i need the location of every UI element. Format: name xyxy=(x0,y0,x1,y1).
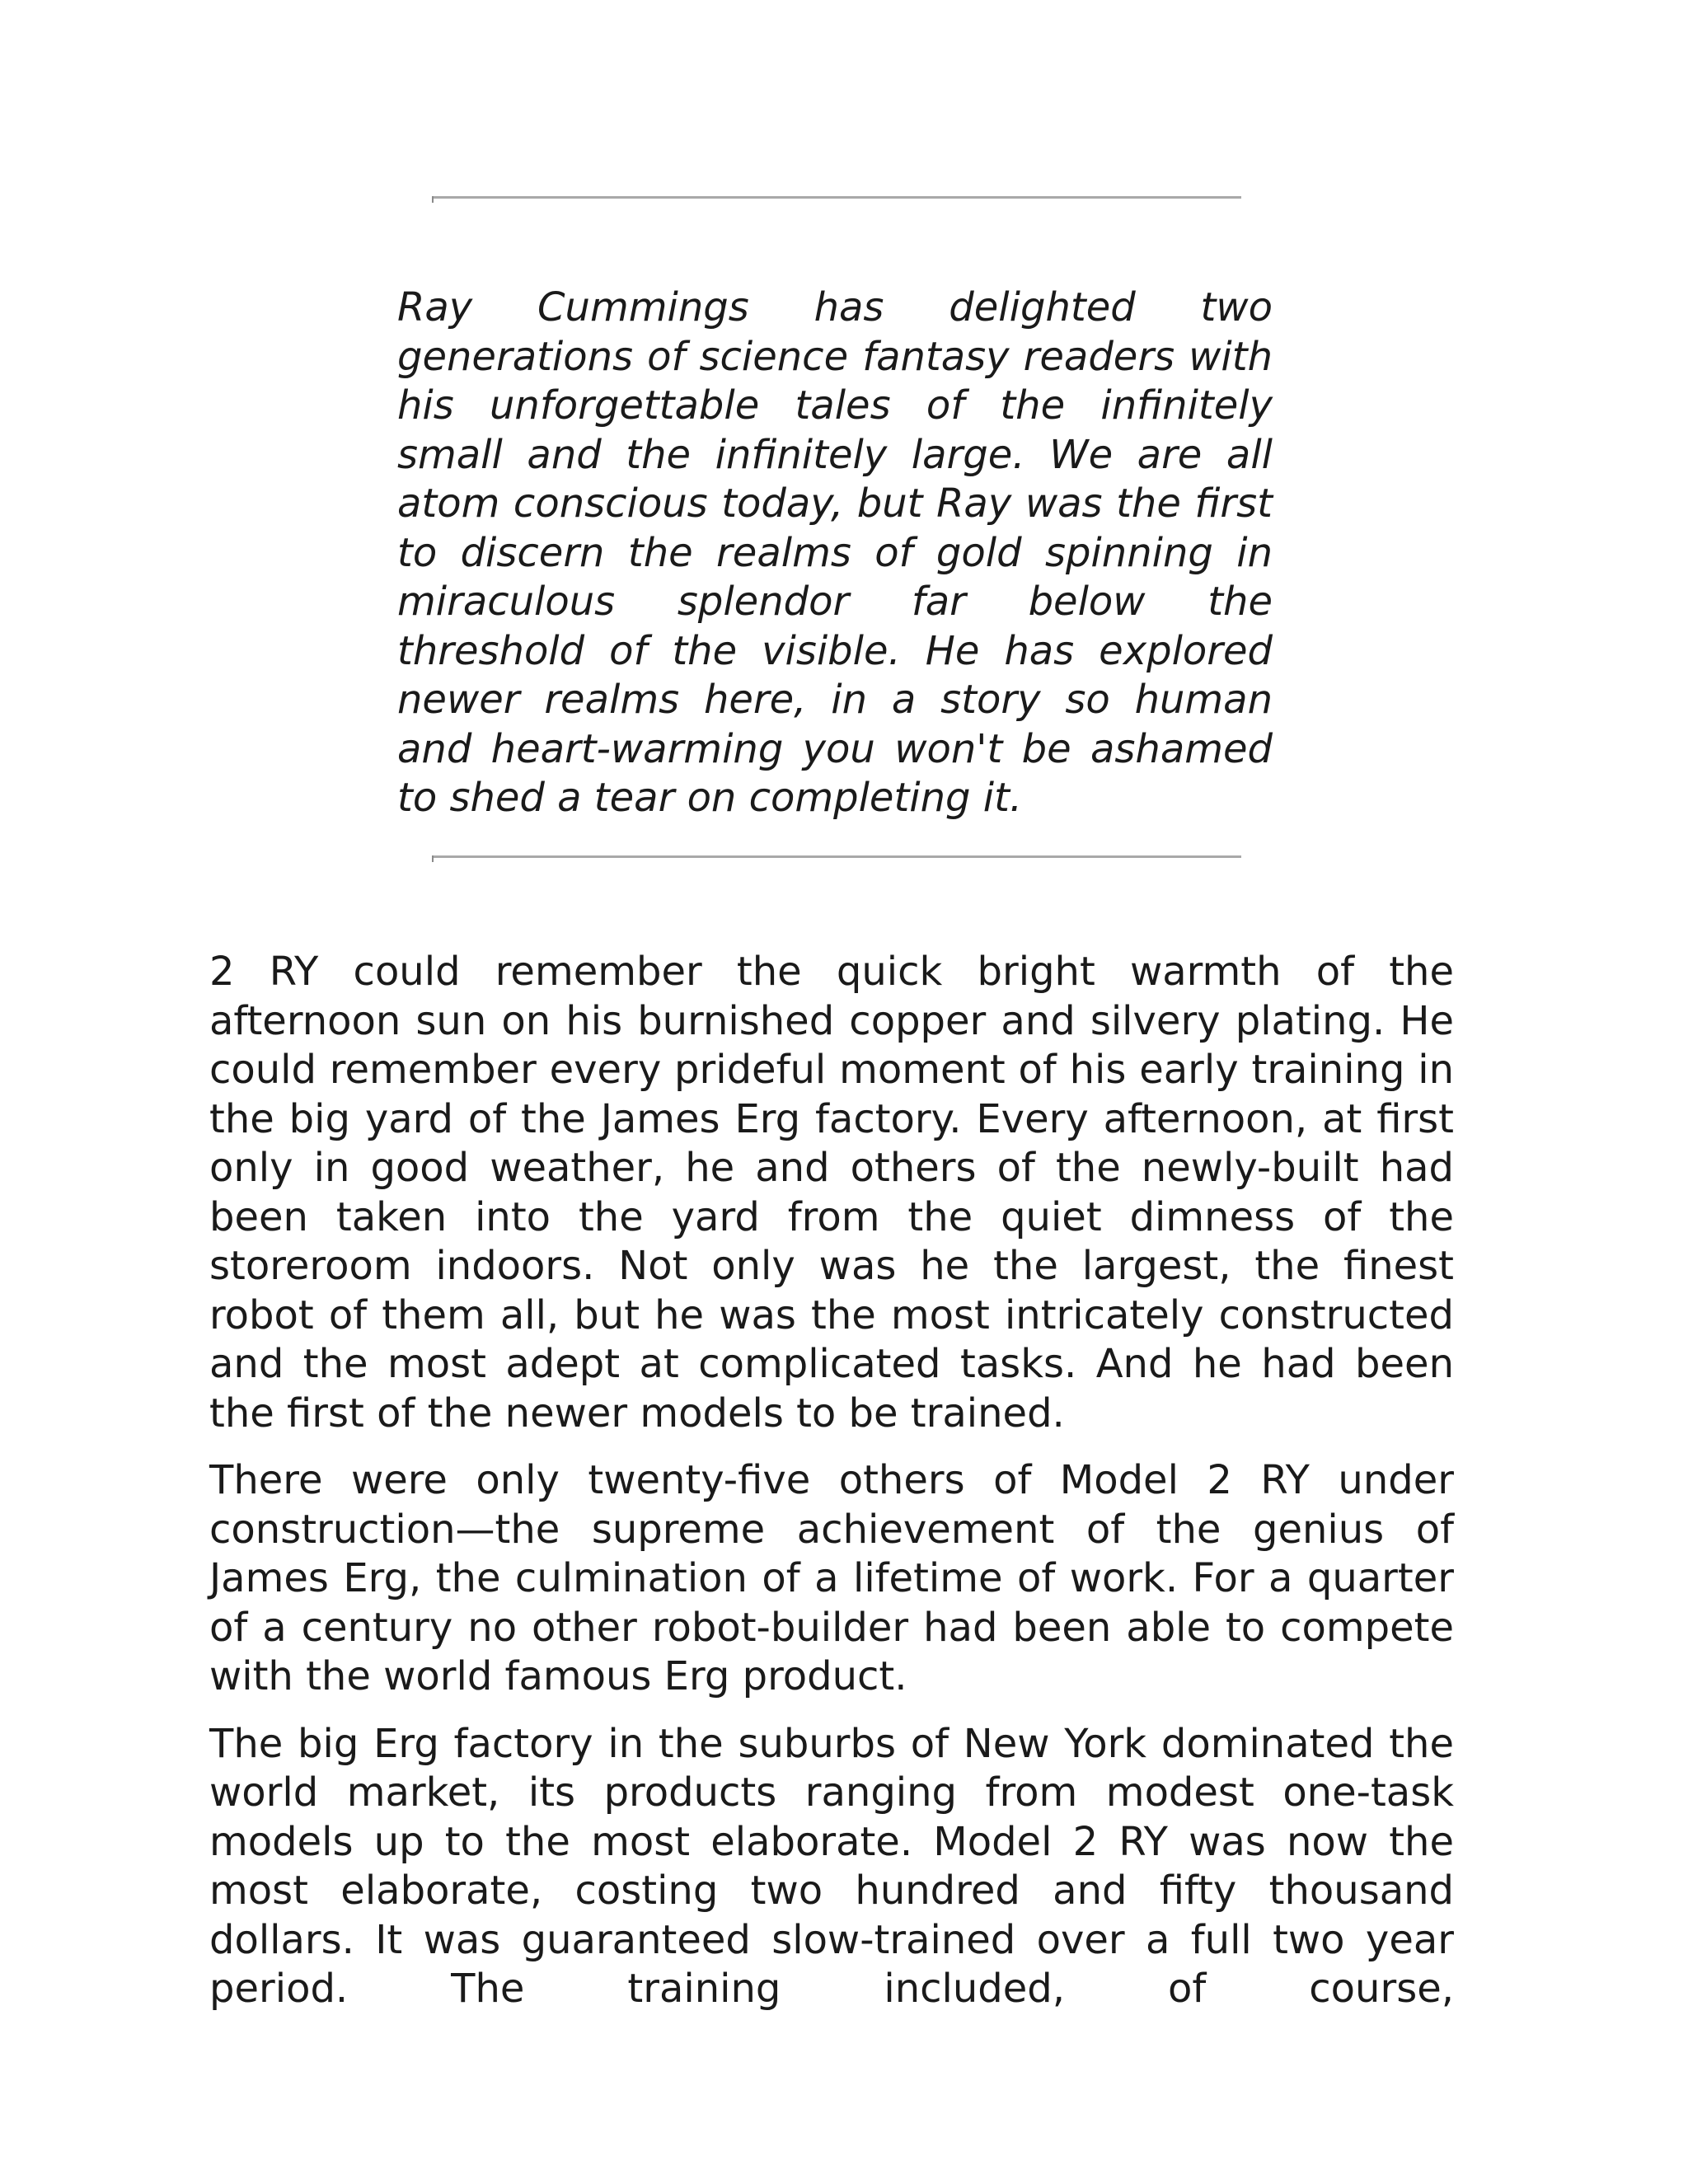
top-divider xyxy=(432,196,1241,199)
paragraph: 2 RY could remember the quick bright warmth of the afternoon sun on his burnished copper and silvery plating. He could remember every prideful moment of his early training in the big yard of the James Erg factory. Every afternoon, at first only in good weather, he and others of the newly-built had been taken into the yard from the quiet dimness of the storeroom indoors. Not only was he the largest, the finest robot of them all, but he was the most intricately constructed and the most adept at complicated tasks. And he had been the first of the newer models to be trained. xyxy=(209,949,1454,1436)
paragraph: The big Erg factory in the suburbs of New York dominated the world market, its products ranging from modest one-task models up to the most elaborate. Model 2 RY was now the most elaborate, costing two hundred and fifty thousand dollars. It was guaranteed slow-trained over a full two year period. The training included, of course, xyxy=(209,1720,1454,2012)
story-body xyxy=(209,948,1454,2032)
paragraph: There were only twenty-five others of Model 2 RY under construction—the supreme achievement of the genius of James Erg, the culmination of a lifetime of work. For a quarter of a century no other robot-builder had been able to compete with the world famous Erg product. xyxy=(209,1457,1454,1699)
bottom-divider xyxy=(432,855,1241,858)
intro-blurb: Ray Cummings has delighted two generations of science fantasy readers with his unforgettable tales of the infinitely small and the infinitely large. We are all atom conscious today, but Ray was the first to discern the realms of gold spinning in miraculous splendor far below the threshold of the visible. He has explored newer realms here, in a story so human and heart-warming you won't be ashamed to shed a tear on completing it. xyxy=(397,284,1273,821)
